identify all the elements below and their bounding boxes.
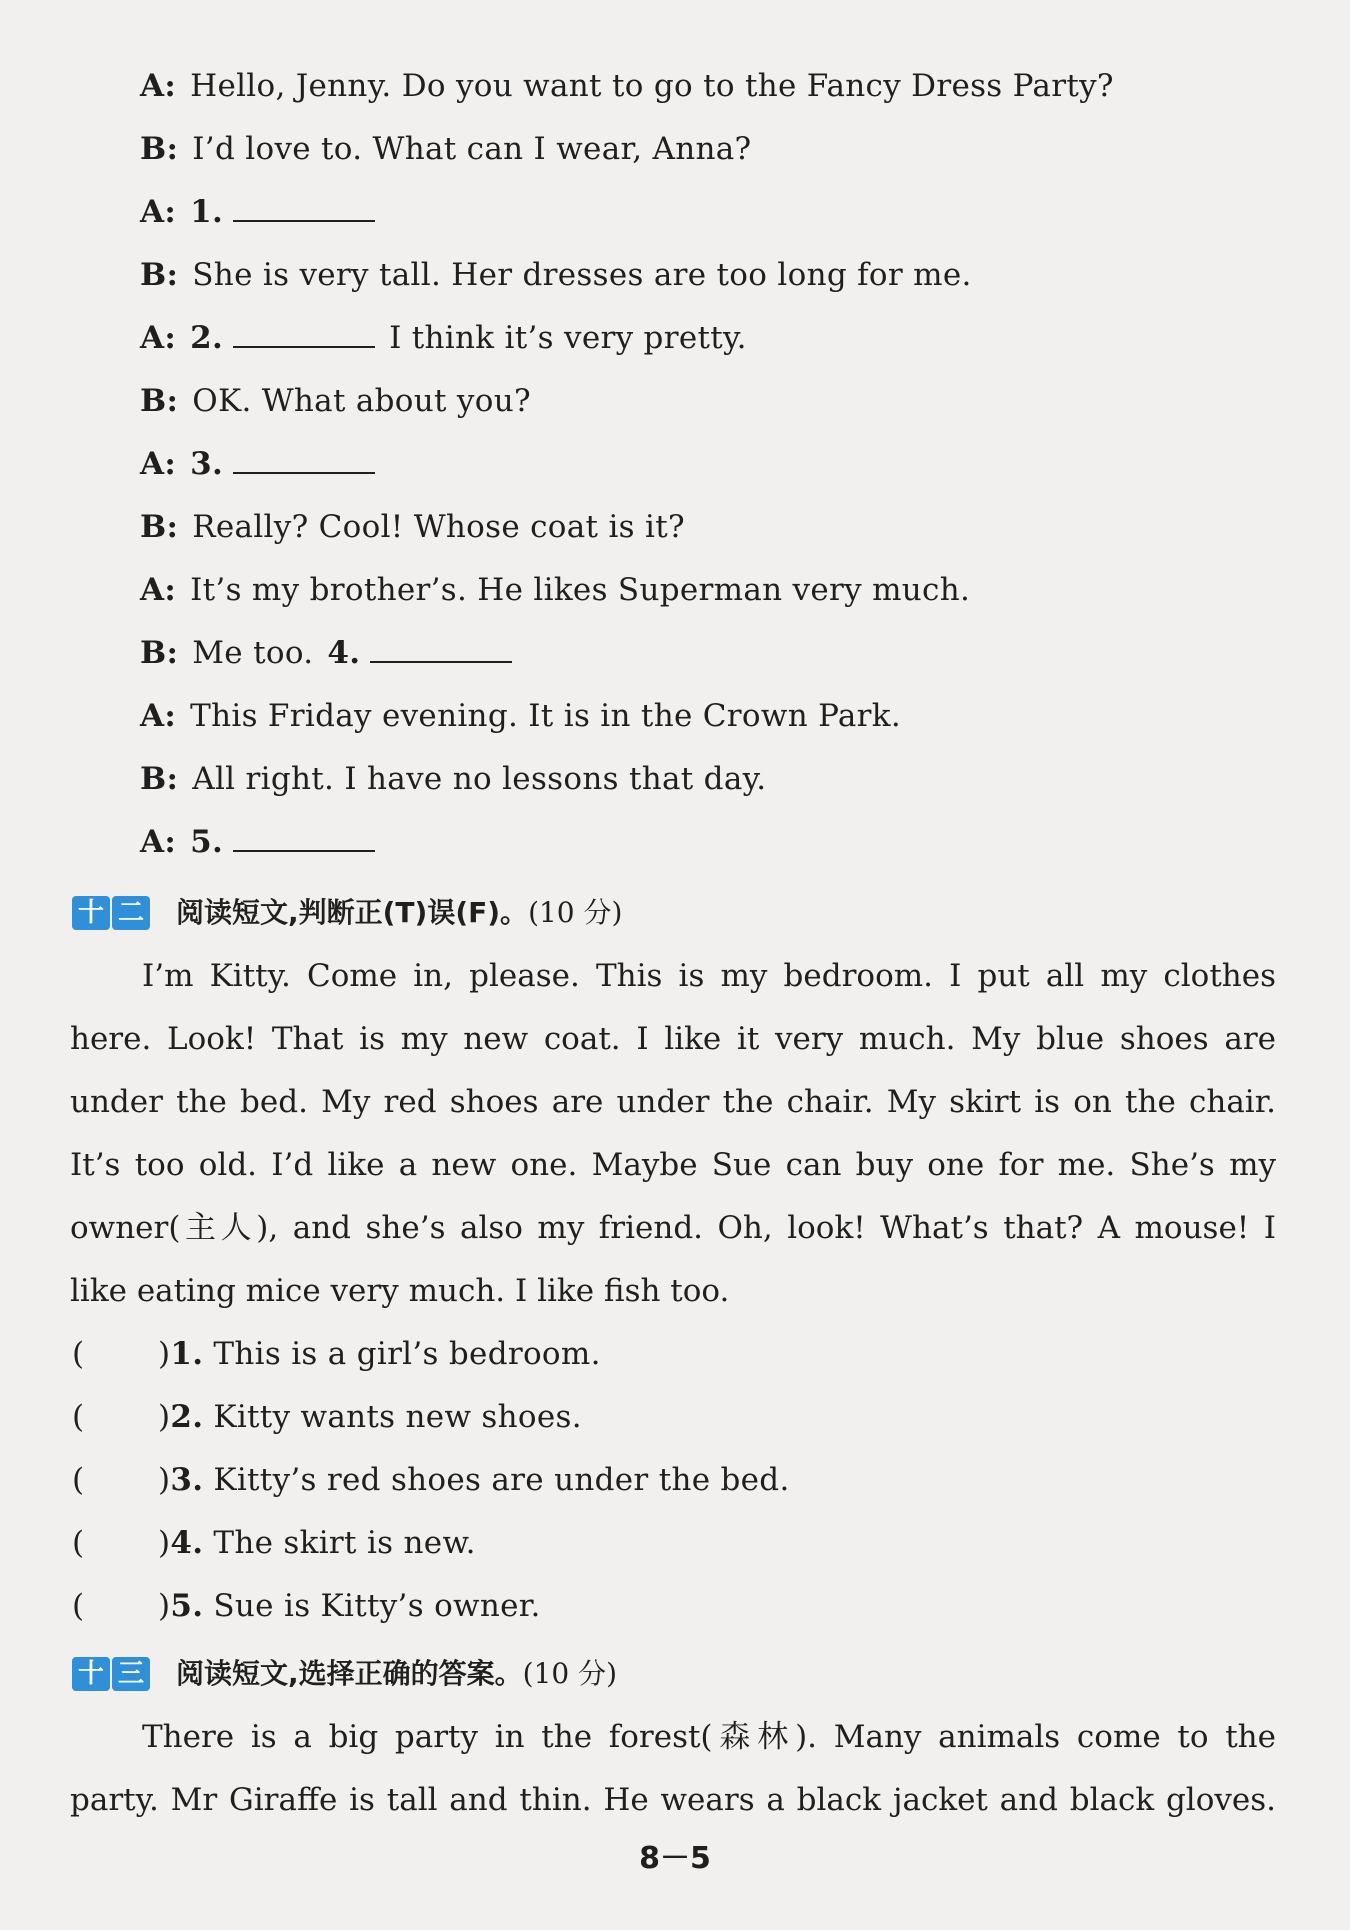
dialogue-line: A: This Friday evening. It is in the Crown Park. bbox=[140, 698, 902, 734]
answer-blank-1[interactable] bbox=[233, 196, 375, 222]
section-13-heading: 阅读短文,选择正确的答案。(10 分) bbox=[176, 1657, 618, 1690]
dialogue-line: B: Really? Cool! Whose coat is it? bbox=[140, 509, 685, 545]
dialogue-line: B: She is very tall. Her dresses are too long for me. bbox=[140, 257, 972, 293]
tf-question[interactable]: ( )3. Kitty’s red shoes are under the bed. bbox=[72, 1462, 790, 1498]
dialogue-line: B: All right. I have no lessons that day. bbox=[140, 761, 767, 797]
dialogue-line: A: Hello, Jenny. Do you want to go to the Fancy Dress Party? bbox=[140, 68, 1114, 104]
answer-blank-2[interactable] bbox=[233, 322, 375, 348]
dialogue-line: A: 5. bbox=[140, 823, 389, 861]
dialogue-line: A: 1. bbox=[140, 193, 389, 231]
dialogue-line: A: It’s my brother’s. He likes Superman very much. bbox=[140, 572, 971, 608]
dialogue-line: A: 2. I think it’s very pretty. bbox=[140, 320, 747, 356]
tf-question[interactable]: ( )1. This is a girl’s bedroom. bbox=[72, 1336, 601, 1372]
dialogue-line: B: I’d love to. What can I wear, Anna? bbox=[140, 131, 752, 167]
section-12-badge: 十 二 bbox=[72, 896, 150, 930]
worksheet-page: A: Hello, Jenny. Do you want to go to the Fancy Dress Party? B: I’d love to. What can I wear, Anna? A: 1. B: She is very tall. Her dresses are too long for me. A: 2. I think it’s very pretty. B: OK. What about you? A: 3. B: Really? Cool! Whose coat is it? A: It’s my brother’s. He likes Superman very much. B: Me too. 4. A: This Friday evening. It is in the Crown Park. B: All right. I have no lessons that day. A: 5. 十 二 阅读短文,判断正(T)误(F)。(10 分) I’m Kitty. Come in, please. This is my bedroom. I put all my clothes here. Look! That is my new coat. I like it very much. My blue shoes are under the bed. My red shoes are under the chair. My skirt is on the chair. It’s too old. I’d like a new one. Maybe Sue can buy one for me. She’s my owner(主人), and she’s also my friend. Oh, look! What’s that? A mouse! I like eating mice very much. I like fish too. ( )1. This is a girl’s bedroom. ( )2. Kitty wants new shoes. ( )3. Kitty’s red shoes are under the bed. ( )4. The skirt is new. ( )5. Sue is Kitty’s owner. 十 三 阅读短文,选择正确的答案。(10 分) There is a big party in the forest(森林). Many animals come to the party. Mr Giraffe is tall and thin. He wears a black jacket and black gloves. 8－5 bbox=[0, 0, 1350, 1930]
tf-question[interactable]: ( )4. The skirt is new. bbox=[72, 1525, 476, 1561]
answer-blank-4[interactable] bbox=[370, 637, 512, 663]
page-number: 8－5 bbox=[639, 1841, 711, 1876]
tf-question[interactable]: ( )2. Kitty wants new shoes. bbox=[72, 1399, 582, 1435]
section-12-heading: 阅读短文,判断正(T)误(F)。(10 分) bbox=[176, 896, 623, 929]
tf-question[interactable]: ( )5. Sue is Kitty’s owner. bbox=[72, 1588, 541, 1624]
section-13-badge: 十 三 bbox=[72, 1657, 150, 1691]
dialogue-line: A: 3. bbox=[140, 445, 389, 483]
answer-blank-3[interactable] bbox=[233, 448, 375, 474]
dialogue-line: B: Me too. 4. bbox=[140, 634, 526, 672]
dialogue-line: B: OK. What about you? bbox=[140, 383, 531, 419]
answer-blank-5[interactable] bbox=[233, 826, 375, 852]
